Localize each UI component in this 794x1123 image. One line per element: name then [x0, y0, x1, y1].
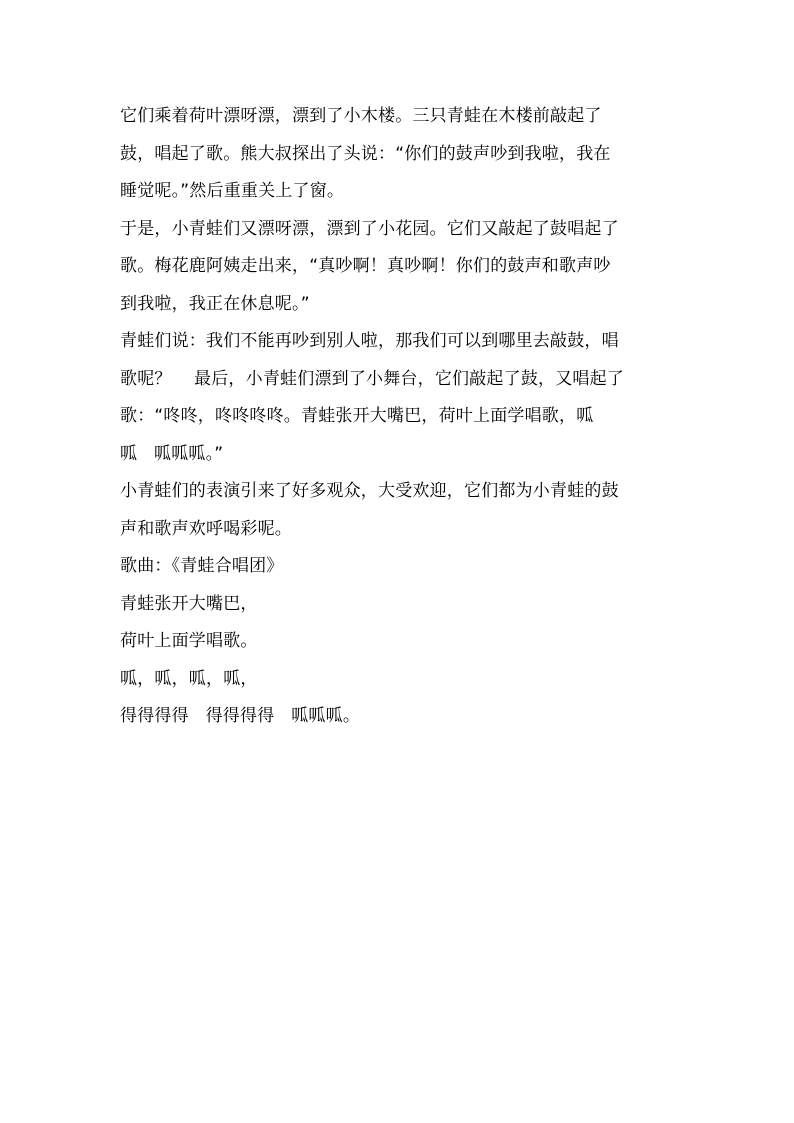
text-line: 歌：“咚咚，咚咚咚咚。青蛙张开大嘴巴，荷叶上面学唱歌，呱 [120, 406, 594, 426]
text-line: 呱 呱呱呱。” [120, 443, 224, 464]
paragraph [120, 548, 680, 586]
text-line: 于是，小青蛙们又漂呀漂，漂到了小花园。它们又敲起了鼓唱起了 [120, 218, 619, 239]
text-line: 到我啦，我正在休息呢。” [120, 293, 310, 314]
text-line: 歌。梅花鹿阿姨走出来，“真吵啊！真吵啊！你们的鼓声和歌声吵 [120, 256, 611, 276]
paragraph [120, 211, 680, 324]
text-line: 睡觉呢。”然后重重关上了窗。 [120, 181, 345, 201]
text-line: 它们乘着荷叶漂呀漂，漂到了小木楼。三只青蛙在木楼前敲起了 [120, 106, 602, 126]
paragraph [120, 586, 680, 624]
document-body [120, 98, 680, 736]
text-line: 呱，呱，呱，呱， [120, 668, 258, 689]
paragraph [120, 661, 680, 699]
text-line: 鼓，唱起了歌。熊大叔探出了头说：“你们的鼓声吵到我啦，我在 [120, 143, 611, 164]
text-line: 荷叶上面学唱歌。 [120, 631, 258, 651]
paragraph [120, 698, 680, 736]
text-line: 歌呢？ 最后，小青蛙们漂到了小舞台，它们敲起了鼓，又唱起了 [120, 368, 625, 389]
text-line: 声和歌声欢呼喝彩呢。 [120, 518, 292, 539]
paragraph [120, 323, 680, 473]
paragraph [120, 98, 680, 211]
text-line: 青蛙们说：我们不能再吵到别人啦，那我们可以到哪里去敲鼓，唱 [120, 331, 619, 351]
text-line: 小青蛙们的表演引来了好多观众，大受欢迎，它们都为小青蛙的鼓 [120, 481, 619, 501]
text-line: 歌曲：《青蛙合唱团》 [120, 556, 284, 576]
paragraph [120, 473, 680, 548]
paragraph [120, 623, 680, 661]
text-line: 青蛙张开大嘴巴， [120, 593, 258, 614]
text-line: 得得得得 得得得得 呱呱呱。 [120, 706, 361, 726]
